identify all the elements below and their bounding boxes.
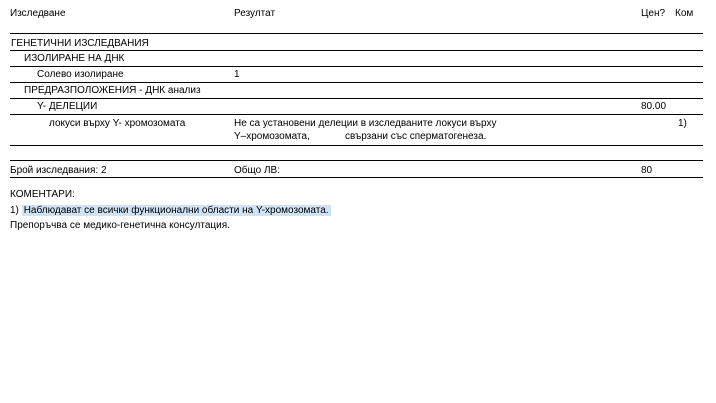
summary-bottom-divider (10, 177, 703, 178)
row-predisposition: ПРЕДРАЗПОЛОЖЕНИЯ - ДНК анализ (24, 85, 201, 96)
summary-count: Брой изследвания: 2 (10, 165, 107, 176)
summary-total-value: 80 (641, 165, 653, 176)
comment-note-marker: 1) (10, 205, 19, 216)
summary-total-label: Общо ЛВ: (234, 165, 280, 176)
header-col-test: Изследване (10, 8, 66, 19)
header-col-comment: Ком (675, 8, 694, 19)
row-divider (10, 82, 703, 83)
row-genetic-tests: ГЕНЕТИЧНИ ИЗСЛЕДВАНИЯ (11, 38, 149, 49)
comments-title: КОМЕНТАРИ: (10, 189, 75, 200)
row-divider (10, 98, 703, 99)
comment-note-text: Наблюдават се всички функционални области на Y-хромозомата. (23, 205, 329, 216)
row-dna-isolation: ИЗОЛИРАНЕ НА ДНК (24, 53, 125, 64)
row-divider (10, 114, 703, 115)
comment-note (10, 205, 331, 217)
row-divider (10, 50, 703, 51)
row-loci-result-line2b: свързани със сперматогенеза. (345, 131, 487, 142)
row-y-deletions-price: 80.00 (641, 101, 667, 112)
row-loci-comment-marker: 1) (678, 118, 687, 129)
header-col-result: Резултат (234, 8, 276, 19)
row-divider (10, 66, 703, 67)
row-loci-result-line1: Не са установени делеции в изследваните локуси върху (234, 118, 497, 129)
row-salt-isolation-result: 1 (234, 69, 240, 80)
header-col-price: Цен? (641, 8, 666, 19)
header-divider (10, 33, 703, 34)
row-divider (10, 145, 703, 146)
row-salt-isolation: Солево изолиране (37, 69, 124, 80)
summary-top-divider (10, 160, 703, 161)
row-loci: локуси върху Y- хромозомата (49, 118, 186, 129)
comment-recommendation: Препоръчва се медико-генетична консултация. (10, 220, 230, 231)
row-y-deletions: Y- ДЕЛЕЦИИ (37, 101, 98, 112)
row-loci-result-line2a: Y–хромозомата, (234, 131, 310, 142)
